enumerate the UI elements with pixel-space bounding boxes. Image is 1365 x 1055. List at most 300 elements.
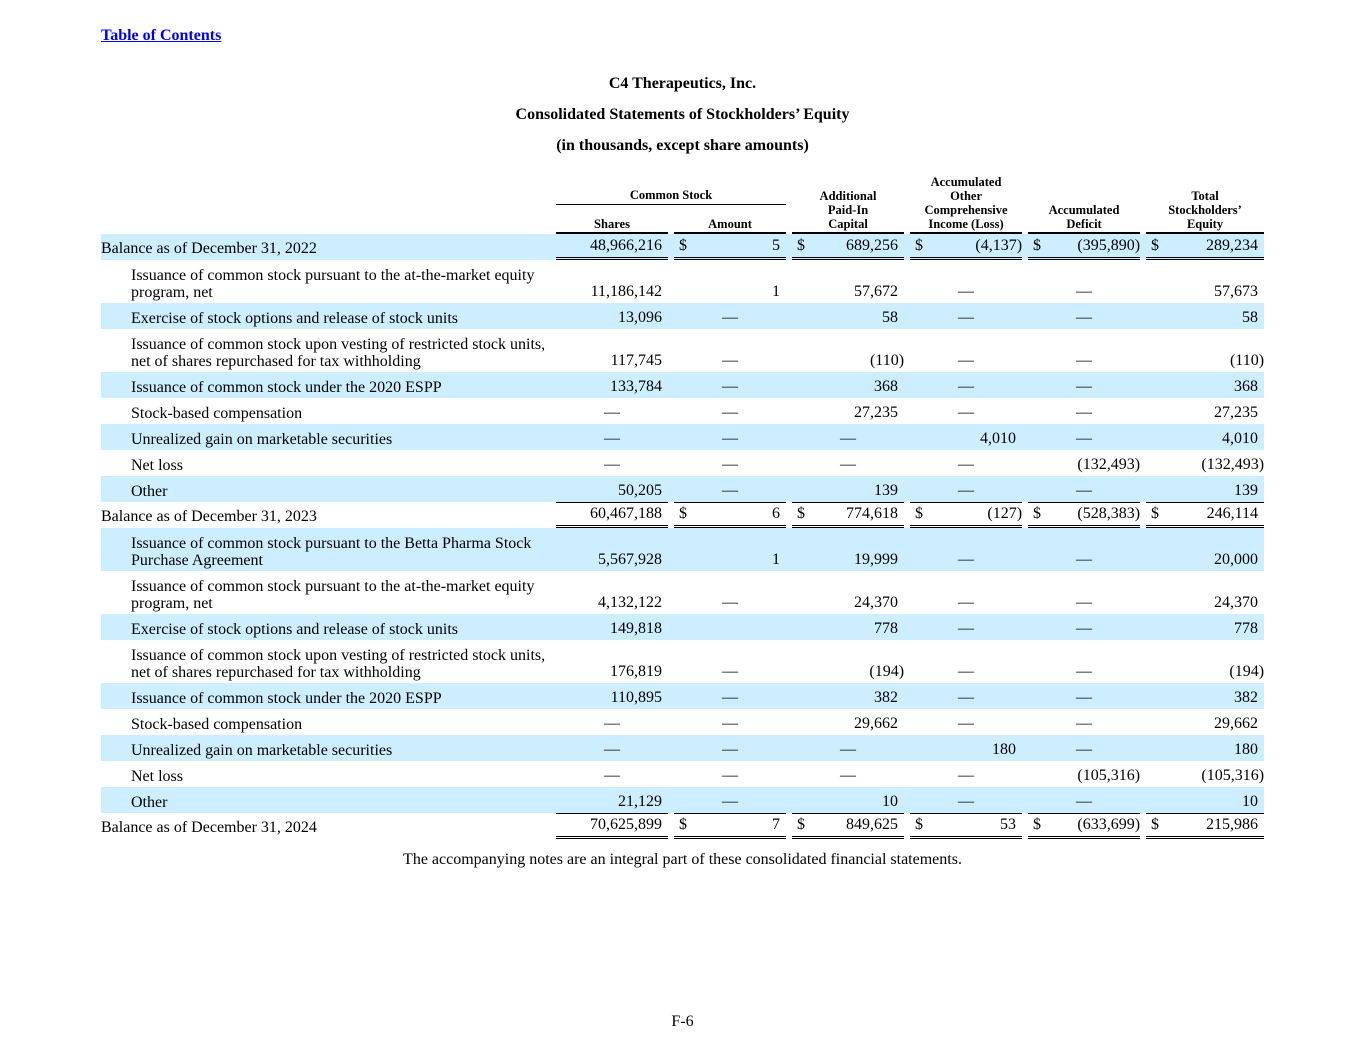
amount-value: — — [722, 456, 739, 473]
table-row — [101, 424, 1264, 450]
aoci-value: — — [958, 283, 975, 300]
amount-cell — [674, 709, 786, 735]
deficit-cell — [1028, 614, 1140, 640]
apic-cell — [792, 614, 904, 640]
amount-value: — — [722, 715, 739, 732]
table-row — [101, 528, 1264, 571]
apic-cell — [792, 372, 904, 398]
shares-value: 48,966,216 — [590, 237, 662, 254]
apic-value: 139 — [874, 482, 899, 499]
shares-value: — — [604, 767, 620, 784]
shares-cell — [556, 813, 668, 839]
deficit-cell — [1028, 398, 1140, 424]
amount-header: Amount — [674, 205, 786, 235]
amount-value: — — [722, 793, 739, 810]
total-value: 382 — [1234, 689, 1259, 706]
deficit-cell — [1028, 476, 1140, 502]
currency-symbol: $ — [1033, 505, 1042, 522]
currency-symbol: $ — [1033, 816, 1042, 833]
shares-cell — [556, 528, 668, 571]
aoci-cell — [910, 787, 1022, 813]
apic-cell — [792, 234, 904, 260]
amount-cell — [674, 502, 786, 528]
total-value: 139 — [1234, 482, 1259, 499]
deficit-value: — — [1076, 430, 1093, 447]
apic-cell — [792, 450, 904, 476]
deficit-value: — — [1076, 620, 1093, 637]
total-cell — [1146, 450, 1264, 476]
total-value: (132,493) — [1201, 456, 1265, 473]
amount-value: — — [722, 594, 739, 611]
currency-symbol: $ — [1151, 505, 1160, 522]
amount-cell — [674, 260, 786, 303]
aoci-cell — [910, 329, 1022, 372]
amount-cell — [674, 303, 786, 329]
aoci-cell — [910, 571, 1022, 614]
shares-value: 4,132,122 — [598, 594, 662, 611]
shares-cell — [556, 502, 668, 528]
aoci-value: — — [958, 378, 975, 395]
shares-cell — [556, 476, 668, 502]
aoci-header: Accumulated Other Comprehensive Income (Loss) — [910, 175, 1022, 234]
amount-cell — [674, 450, 786, 476]
apic-cell — [792, 571, 904, 614]
amount-value: — — [722, 741, 739, 758]
apic-value: (194) — [869, 663, 905, 680]
currency-symbol: $ — [915, 816, 924, 833]
deficit-cell — [1028, 502, 1140, 528]
aoci-value: — — [958, 594, 975, 611]
amount-cell — [674, 528, 786, 571]
amount-cell — [674, 813, 786, 839]
aoci-cell — [910, 424, 1022, 450]
apic-cell — [792, 813, 904, 839]
amount-cell — [674, 329, 786, 372]
deficit-cell — [1028, 303, 1140, 329]
balance-row — [101, 502, 1264, 528]
apic-value: 849,625 — [846, 816, 899, 833]
aoci-value: 180 — [992, 741, 1017, 758]
aoci-value: — — [958, 551, 975, 568]
deficit-value: — — [1076, 309, 1093, 326]
amount-cell — [674, 424, 786, 450]
aoci-cell — [910, 528, 1022, 571]
company-name: C4 Therapeutics, Inc. — [608, 75, 757, 92]
amount-value: — — [722, 689, 739, 706]
amount-cell — [674, 614, 786, 640]
row-label: Issuance of common stock under the 2020 ESPP — [101, 372, 556, 398]
deficit-cell — [1028, 571, 1140, 614]
apic-cell — [792, 398, 904, 424]
apic-cell — [792, 260, 904, 303]
shares-value: 149,818 — [610, 620, 662, 637]
amount-value: — — [722, 430, 739, 447]
shares-cell — [556, 398, 668, 424]
aoci-cell — [910, 476, 1022, 502]
balance-row — [101, 234, 1264, 260]
total-cell — [1146, 787, 1264, 813]
apic-cell — [792, 476, 904, 502]
total-cell — [1146, 571, 1264, 614]
amount-value: — — [722, 404, 739, 421]
total-cell — [1146, 813, 1264, 839]
row-label: Other — [101, 476, 556, 502]
aoci-cell — [910, 372, 1022, 398]
aoci-cell — [910, 260, 1022, 303]
row-label: Stock-based compensation — [131, 716, 303, 733]
shares-value: 117,745 — [610, 352, 662, 369]
aoci-value: — — [958, 404, 975, 421]
currency-symbol: $ — [1151, 237, 1160, 254]
aoci-value: — — [958, 456, 975, 473]
total-cell — [1146, 709, 1264, 735]
row-label: Stock-based compensation — [131, 405, 303, 422]
total-value: 4,010 — [1222, 430, 1259, 447]
deficit-cell — [1028, 640, 1140, 683]
apic-cell — [792, 329, 904, 372]
apic-cell — [792, 528, 904, 571]
total-cell — [1146, 614, 1264, 640]
total-cell — [1146, 303, 1264, 329]
deficit-value: — — [1076, 352, 1093, 369]
total-cell — [1146, 476, 1264, 502]
aoci-value: — — [958, 715, 975, 732]
row-label: Issuance of common stock pursuant to the at-the-market equity program, net — [131, 267, 535, 301]
deficit-value: — — [1076, 663, 1093, 680]
shares-cell — [556, 683, 668, 709]
aoci-value: — — [958, 352, 975, 369]
aoci-value: — — [958, 482, 975, 499]
deficit-value: — — [1076, 594, 1093, 611]
aoci-cell — [910, 234, 1022, 260]
aoci-value: — — [958, 689, 975, 706]
aoci-cell — [910, 398, 1022, 424]
deficit-header: Accumulated Deficit — [1028, 175, 1140, 234]
row-label: Balance as of December 31, 2024 — [101, 819, 317, 836]
shares-value: 60,467,188 — [590, 505, 662, 522]
shares-value: — — [604, 741, 620, 758]
aoci-cell — [910, 709, 1022, 735]
aoci-value: — — [958, 793, 975, 810]
deficit-value: (105,316) — [1077, 767, 1141, 784]
row-label: Unrealized gain on marketable securities — [101, 424, 556, 450]
table-row — [101, 761, 1264, 787]
deficit-value: — — [1076, 741, 1093, 758]
amount-cell — [674, 735, 786, 761]
shares-cell — [556, 640, 668, 683]
total-cell — [1146, 502, 1264, 528]
aoci-value: — — [958, 620, 975, 637]
deficit-cell — [1028, 735, 1140, 761]
shares-value: — — [604, 404, 620, 421]
aoci-value: (127) — [987, 505, 1023, 522]
apic-value: 19,999 — [854, 551, 899, 568]
statement-title: Consolidated Statements of Stockholders’ Equity — [515, 106, 850, 123]
currency-symbol: $ — [797, 816, 806, 833]
row-label: Issuance of common stock upon vesting of restricted stock units, net of shares repurchased for tax withholding — [131, 647, 546, 681]
footnote: The accompanying notes are an integral part of these consolidated financial statements. — [403, 851, 962, 868]
total-value: 58 — [1242, 309, 1259, 326]
deficit-cell — [1028, 372, 1140, 398]
total-cell — [1146, 640, 1264, 683]
aoci-value: — — [958, 309, 975, 326]
table-row — [101, 398, 1264, 424]
amount-cell — [674, 398, 786, 424]
currency-symbol: $ — [1033, 237, 1042, 254]
amount-cell — [674, 571, 786, 614]
table-row — [101, 450, 1264, 476]
table-row — [101, 709, 1264, 735]
deficit-value: (395,890) — [1077, 237, 1141, 254]
total-cell — [1146, 683, 1264, 709]
page-number: F-6 — [671, 1013, 694, 1030]
shares-value: 11,186,142 — [590, 283, 662, 300]
deficit-value: — — [1076, 793, 1093, 810]
shares-header: Shares — [556, 205, 668, 235]
apic-value: — — [840, 456, 857, 473]
shares-cell — [556, 709, 668, 735]
total-value: (105,316) — [1201, 767, 1265, 784]
aoci-cell — [910, 502, 1022, 528]
apic-value: 58 — [882, 309, 899, 326]
total-value: 27,235 — [1214, 404, 1259, 421]
deficit-cell — [1028, 260, 1140, 303]
total-value: 246,114 — [1206, 505, 1259, 522]
deficit-cell — [1028, 761, 1140, 787]
deficit-cell — [1028, 787, 1140, 813]
shares-cell — [556, 787, 668, 813]
total-cell — [1146, 398, 1264, 424]
row-label: Balance as of December 31, 2022 — [101, 234, 556, 260]
table-row — [101, 372, 1264, 398]
apic-cell — [792, 640, 904, 683]
apic-value: 10 — [882, 793, 899, 810]
apic-value: 29,662 — [854, 715, 899, 732]
amount-cell — [674, 787, 786, 813]
deficit-value: — — [1076, 551, 1093, 568]
total-value: 368 — [1234, 378, 1259, 395]
amount-value: 6 — [772, 505, 781, 522]
deficit-cell — [1028, 329, 1140, 372]
deficit-cell — [1028, 450, 1140, 476]
apic-value: 57,672 — [854, 283, 899, 300]
aoci-value: — — [958, 767, 975, 784]
aoci-value: — — [958, 663, 975, 680]
total-value: 289,234 — [1206, 237, 1259, 254]
total-value: (110) — [1229, 352, 1265, 369]
amount-cell — [674, 476, 786, 502]
apic-cell — [792, 787, 904, 813]
apic-cell — [792, 761, 904, 787]
total-value: 20,000 — [1214, 551, 1259, 568]
amount-value: — — [722, 309, 739, 326]
deficit-cell — [1028, 709, 1140, 735]
table-row — [101, 614, 1264, 640]
apic-value: 689,256 — [846, 237, 899, 254]
deficit-value: (132,493) — [1077, 456, 1141, 473]
shares-cell — [556, 372, 668, 398]
aoci-cell — [910, 450, 1022, 476]
table-of-contents-link[interactable]: Table of Contents — [101, 27, 222, 44]
shares-cell — [556, 303, 668, 329]
amount-value: — — [722, 352, 739, 369]
shares-value: 13,096 — [618, 309, 662, 326]
shares-cell — [556, 424, 668, 450]
deficit-cell — [1028, 683, 1140, 709]
amount-cell — [674, 640, 786, 683]
currency-symbol: $ — [679, 237, 687, 254]
apic-value: 774,618 — [846, 505, 899, 522]
row-label: Issuance of common stock under the 2020 ESPP — [101, 683, 556, 709]
row-label: Unrealized gain on marketable securities — [101, 735, 556, 761]
total-cell — [1146, 260, 1264, 303]
apic-cell — [792, 735, 904, 761]
total-value: 57,673 — [1214, 283, 1259, 300]
deficit-value: — — [1076, 715, 1093, 732]
deficit-value: — — [1076, 283, 1093, 300]
shares-value: — — [604, 715, 620, 732]
apic-cell — [792, 683, 904, 709]
shares-value: 5,567,928 — [598, 551, 662, 568]
deficit-value: — — [1076, 404, 1093, 421]
amount-cell — [674, 372, 786, 398]
shares-value: — — [604, 456, 620, 473]
shares-value: 50,205 — [618, 482, 662, 499]
deficit-value: (528,383) — [1077, 505, 1141, 522]
amount-value: 1 — [772, 283, 781, 300]
deficit-value: — — [1076, 378, 1093, 395]
row-label: Net loss — [131, 457, 183, 474]
amount-cell — [674, 761, 786, 787]
aoci-cell — [910, 640, 1022, 683]
apic-value: 382 — [874, 689, 899, 706]
aoci-cell — [910, 735, 1022, 761]
aoci-cell — [910, 614, 1022, 640]
table-row — [101, 303, 1264, 329]
total-cell — [1146, 528, 1264, 571]
table-row — [101, 735, 1264, 761]
row-label: Net loss — [131, 768, 183, 785]
currency-symbol: $ — [915, 237, 924, 254]
aoci-cell — [910, 683, 1022, 709]
currency-symbol: $ — [679, 505, 687, 522]
aoci-value: 4,010 — [980, 430, 1017, 447]
apic-cell — [792, 424, 904, 450]
amount-value: 7 — [772, 816, 781, 833]
amount-value: — — [722, 482, 739, 499]
row-label: Balance as of December 31, 2023 — [101, 508, 317, 525]
shares-value: 133,784 — [610, 378, 662, 395]
total-value: 29,662 — [1214, 715, 1259, 732]
amount-cell — [674, 234, 786, 260]
amount-value: — — [722, 378, 739, 395]
row-label: Issuance of common stock upon vesting of restricted stock units, net of shares repurchased for tax withholding — [131, 336, 546, 370]
total-value: 24,370 — [1214, 594, 1259, 611]
apic-header: Additional Paid-In Capital — [792, 175, 904, 234]
total-cell — [1146, 372, 1264, 398]
currency-symbol: $ — [679, 816, 687, 833]
shares-cell — [556, 260, 668, 303]
apic-value: 778 — [874, 620, 899, 637]
header-row-1 — [101, 175, 1264, 205]
row-label: Exercise of stock options and release of stock units — [101, 614, 556, 640]
table-row — [101, 260, 1264, 303]
aoci-value: 53 — [1000, 816, 1017, 833]
total-value: 215,986 — [1206, 816, 1259, 833]
total-cell — [1146, 329, 1264, 372]
shares-cell — [556, 735, 668, 761]
table-row — [101, 683, 1264, 709]
shares-value: 70,625,899 — [590, 816, 662, 833]
total-equity-header: Total Stockholders’ Equity — [1146, 175, 1264, 234]
apic-value: (110) — [869, 352, 905, 369]
shares-cell — [556, 761, 668, 787]
apic-cell — [792, 709, 904, 735]
common-stock-header: Common Stock — [556, 175, 786, 205]
shares-cell — [556, 571, 668, 614]
currency-symbol: $ — [1151, 816, 1160, 833]
deficit-value: — — [1076, 689, 1093, 706]
total-cell — [1146, 735, 1264, 761]
balance-row — [101, 813, 1264, 839]
total-value: (194) — [1229, 663, 1265, 680]
deficit-value: — — [1076, 482, 1093, 499]
apic-value: — — [840, 741, 857, 758]
deficit-value: (633,699) — [1077, 816, 1141, 833]
deficit-cell — [1028, 424, 1140, 450]
apic-value: 27,235 — [854, 404, 899, 421]
currency-symbol: $ — [915, 505, 924, 522]
row-label: Issuance of common stock pursuant to the Betta Pharma Stock Purchase Agreement — [101, 528, 556, 571]
table-row — [101, 476, 1264, 502]
apic-value: — — [840, 430, 857, 447]
table-row — [101, 571, 1264, 614]
table-row — [101, 787, 1264, 813]
apic-cell — [792, 502, 904, 528]
shares-cell — [556, 450, 668, 476]
deficit-cell — [1028, 234, 1140, 260]
amount-value: 5 — [772, 237, 781, 254]
currency-symbol: $ — [797, 237, 806, 254]
currency-symbol: $ — [797, 505, 806, 522]
row-label: Exercise of stock options and release of stock units — [101, 303, 556, 329]
shares-cell — [556, 614, 668, 640]
total-value: 778 — [1234, 620, 1259, 637]
total-cell — [1146, 234, 1264, 260]
aoci-cell — [910, 303, 1022, 329]
aoci-cell — [910, 761, 1022, 787]
apic-value: — — [840, 767, 857, 784]
amount-value: — — [722, 767, 739, 784]
shares-value: 110,895 — [610, 689, 662, 706]
shares-cell — [556, 329, 668, 372]
row-label: Issuance of common stock pursuant to the at-the-market equity program, net — [131, 578, 535, 612]
amount-value: — — [722, 663, 739, 680]
aoci-value: (4,137) — [975, 237, 1023, 254]
aoci-cell — [910, 813, 1022, 839]
shares-value: — — [604, 430, 620, 447]
shares-value: 21,129 — [618, 793, 662, 810]
amount-cell — [674, 683, 786, 709]
apic-cell — [792, 303, 904, 329]
statement-units: (in thousands, except share amounts) — [556, 137, 809, 154]
total-value: 180 — [1234, 741, 1259, 758]
total-cell — [1146, 424, 1264, 450]
apic-value: 368 — [874, 378, 899, 395]
total-cell — [1146, 761, 1264, 787]
shares-value: 176,819 — [610, 663, 662, 680]
total-value: 10 — [1242, 793, 1259, 810]
